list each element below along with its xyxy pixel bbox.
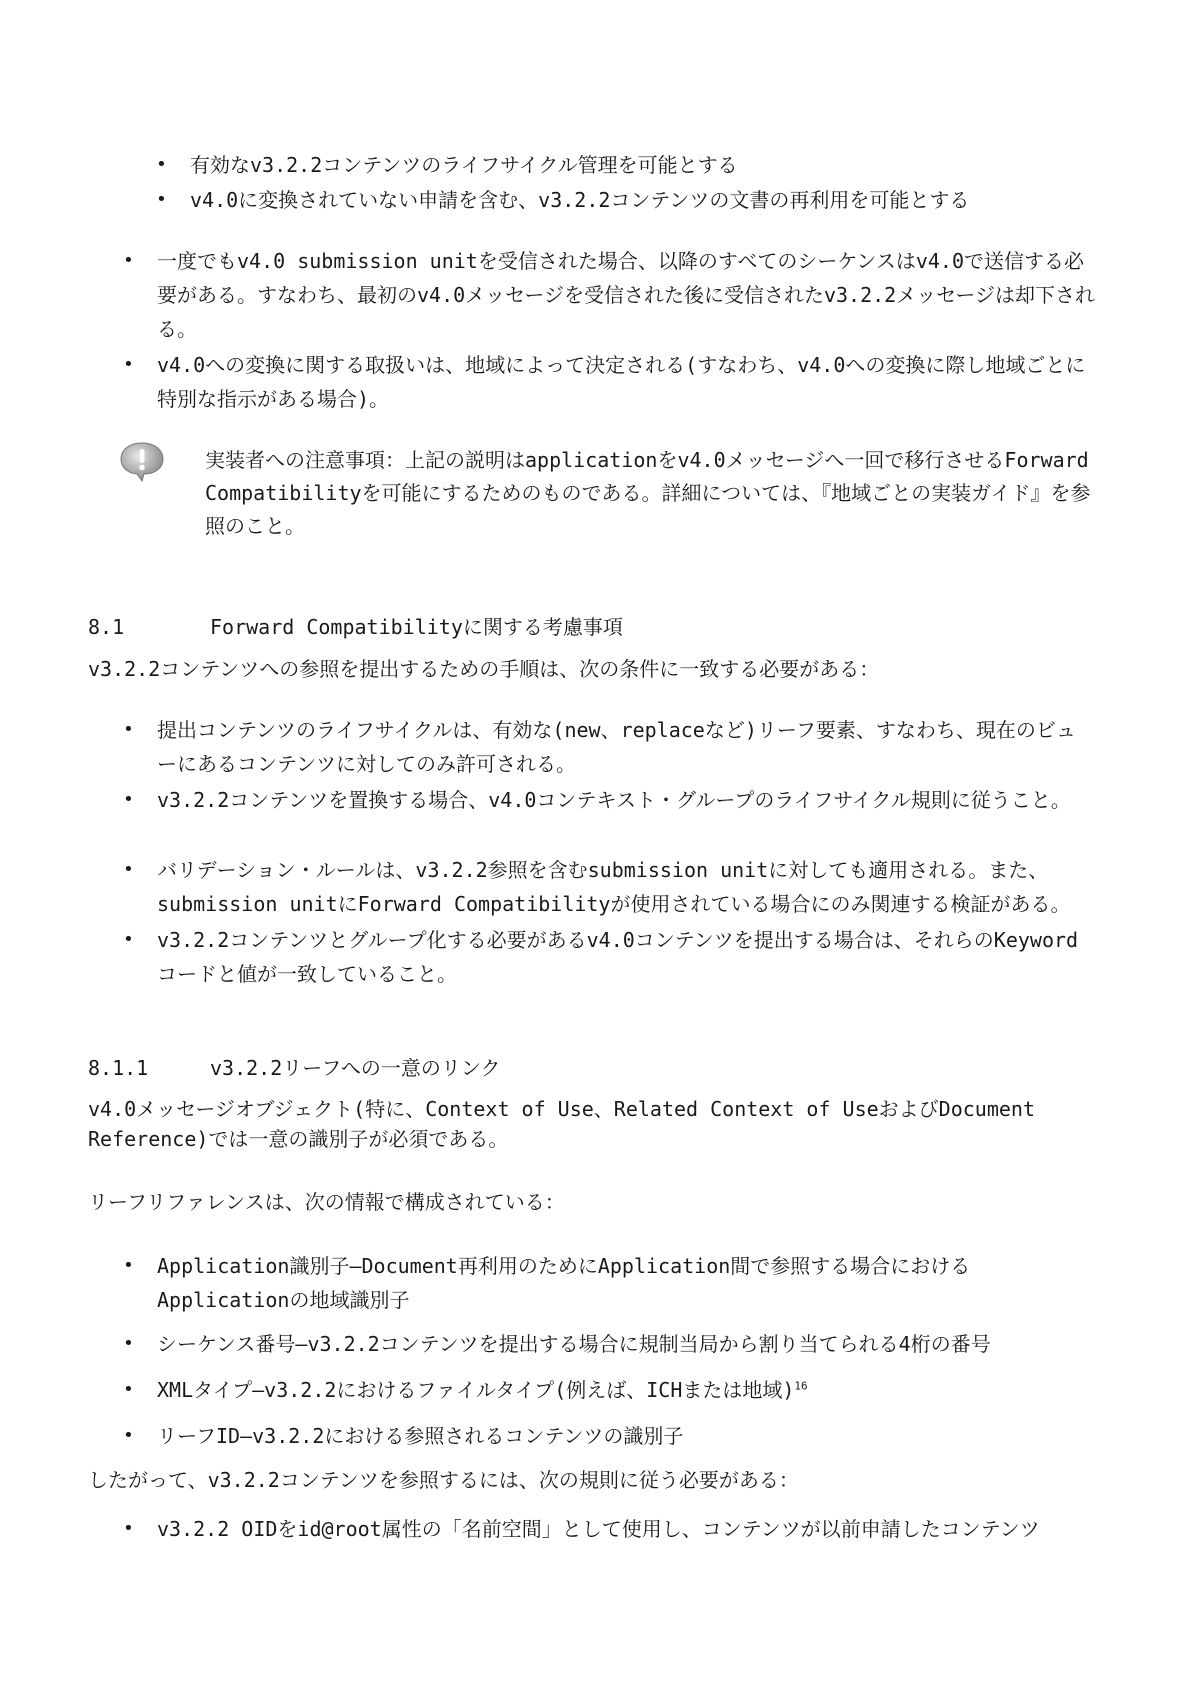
- list-item-text: [157, 1373, 1095, 1407]
- paragraph: v4.0メッセージオブジェクト(特に、Context of Use、Related Context of UseおよびDocument Reference)では一意の識別子が必須である。: [88, 1097, 1036, 1151]
- list-item: [123, 1327, 1095, 1361]
- list-item-text: 有効なv3.2.2コンテンツのライフサイクル管理を可能とする: [190, 153, 738, 177]
- section-title: v3.2.2リーフへの一意のリンク: [210, 1056, 501, 1080]
- paragraph: リーフリファレンスは、次の情報で構成されている：: [88, 1190, 565, 1214]
- bullet-marker: •: [123, 789, 134, 810]
- list-item-text: 提出コンテンツのライフサイクルは、有効な(new、replaceなど)リーフ要素、すなわち、現在のビューにあるコンテンツに対してのみ許可される。: [157, 718, 1076, 776]
- bullet-marker: •: [123, 354, 134, 375]
- list-item-text: リーフID—v3.2.2における参照されるコンテンツの識別子: [157, 1424, 684, 1448]
- section-number: 8.1: [88, 615, 125, 639]
- speech-bubble-exclamation-icon: [118, 440, 166, 484]
- list-item: [156, 148, 1056, 182]
- list-item: [123, 1419, 1095, 1453]
- bullet-marker: •: [156, 154, 167, 175]
- list-item-text: v3.2.2 OIDをid@root属性の「名前空間」として使用し、コンテンツが以前申請したコンテンツ: [157, 1517, 1040, 1541]
- list-item: [123, 1373, 1095, 1407]
- bullet-marker: •: [123, 1518, 134, 1539]
- section-number: 8.1.1: [88, 1056, 149, 1080]
- bullet-marker: •: [123, 1255, 134, 1276]
- bullet-marker: •: [123, 250, 134, 271]
- paragraph: したがって、v3.2.2コンテンツを参照するには、次の規則に従う必要がある：: [88, 1468, 799, 1492]
- list-item-text: v4.0に変換されていない申請を含む、v3.2.2コンテンツの文書の再利用を可能とする: [190, 188, 970, 212]
- list-item: [156, 183, 1056, 217]
- section-heading: [88, 612, 1098, 642]
- list-item: [123, 348, 1095, 416]
- list-item: [123, 923, 1095, 991]
- bullet-marker: •: [123, 1333, 134, 1354]
- list-item: [123, 783, 1095, 817]
- list-item: [123, 853, 1095, 921]
- list-item: [123, 713, 1095, 781]
- list-item-text: v4.0への変換に関する取扱いは、地域によって決定される(すなわち、v4.0への変換に際し地域ごとに特別な指示がある場合)。: [157, 353, 1086, 411]
- list-item-text: XMLタイプ—v3.2.2におけるファイルタイプ(例えば、ICHまたは地域): [157, 1378, 795, 1402]
- list-item-text: Application識別子—Document再利用のためにApplication間で参照する場合におけるApplicationの地域識別子: [157, 1254, 971, 1312]
- list-item: [123, 1249, 1095, 1317]
- section-intro: v3.2.2コンテンツへの参照を提出するための手順は、次の条件に一致する必要がある：: [88, 657, 880, 681]
- bullet-marker: •: [123, 1379, 134, 1400]
- list-item-text: v3.2.2コンテンツを置換する場合、v4.0コンテキスト・グループのライフサイクル規則に従うこと。: [157, 788, 1071, 812]
- implementer-note: 実装者への注意事項：上記の説明はapplicationをv4.0メッセージへ一回で移行させるForward Compatibilityを可能にするためのものである。詳細については、『地域ごとの実装ガイド』を参照のこと。: [205, 448, 1091, 538]
- list-item-text: バリデーション・ルールは、v3.2.2参照を含むsubmission unitに対しても適用される。また、submission unitにForward Compatibilityが使用されている場合にのみ関連する検証がある。: [157, 858, 1071, 916]
- list-item-text: 一度でもv4.0 submission unitを受信された場合、以降のすべてのシーケンスはv4.0で送信する必要がある。すなわち、最初のv4.0メッセージを受信された後に受信されたv3.2.2メッセージは却下される。: [157, 249, 1096, 341]
- section-title: Forward Compatibilityに関する考慮事項: [210, 615, 623, 639]
- subsection-heading: [88, 1053, 1098, 1083]
- list-item: [123, 1512, 1095, 1546]
- footnote-reference[interactable]: 16: [794, 1379, 808, 1393]
- bullet-marker: •: [123, 929, 134, 950]
- list-item-text: シーケンス番号—v3.2.2コンテンツを提出する場合に規制当局から割り当てられる4桁の番号: [157, 1332, 991, 1356]
- bullet-marker: •: [123, 1425, 134, 1446]
- list-item-text: v3.2.2コンテンツとグループ化する必要があるv4.0コンテンツを提出する場合は、それらのKeywordコードと値が一致していること。: [157, 928, 1079, 986]
- bullet-marker: •: [123, 719, 134, 740]
- bullet-marker: •: [123, 859, 134, 880]
- list-item: [123, 244, 1095, 346]
- bullet-marker: •: [156, 189, 167, 210]
